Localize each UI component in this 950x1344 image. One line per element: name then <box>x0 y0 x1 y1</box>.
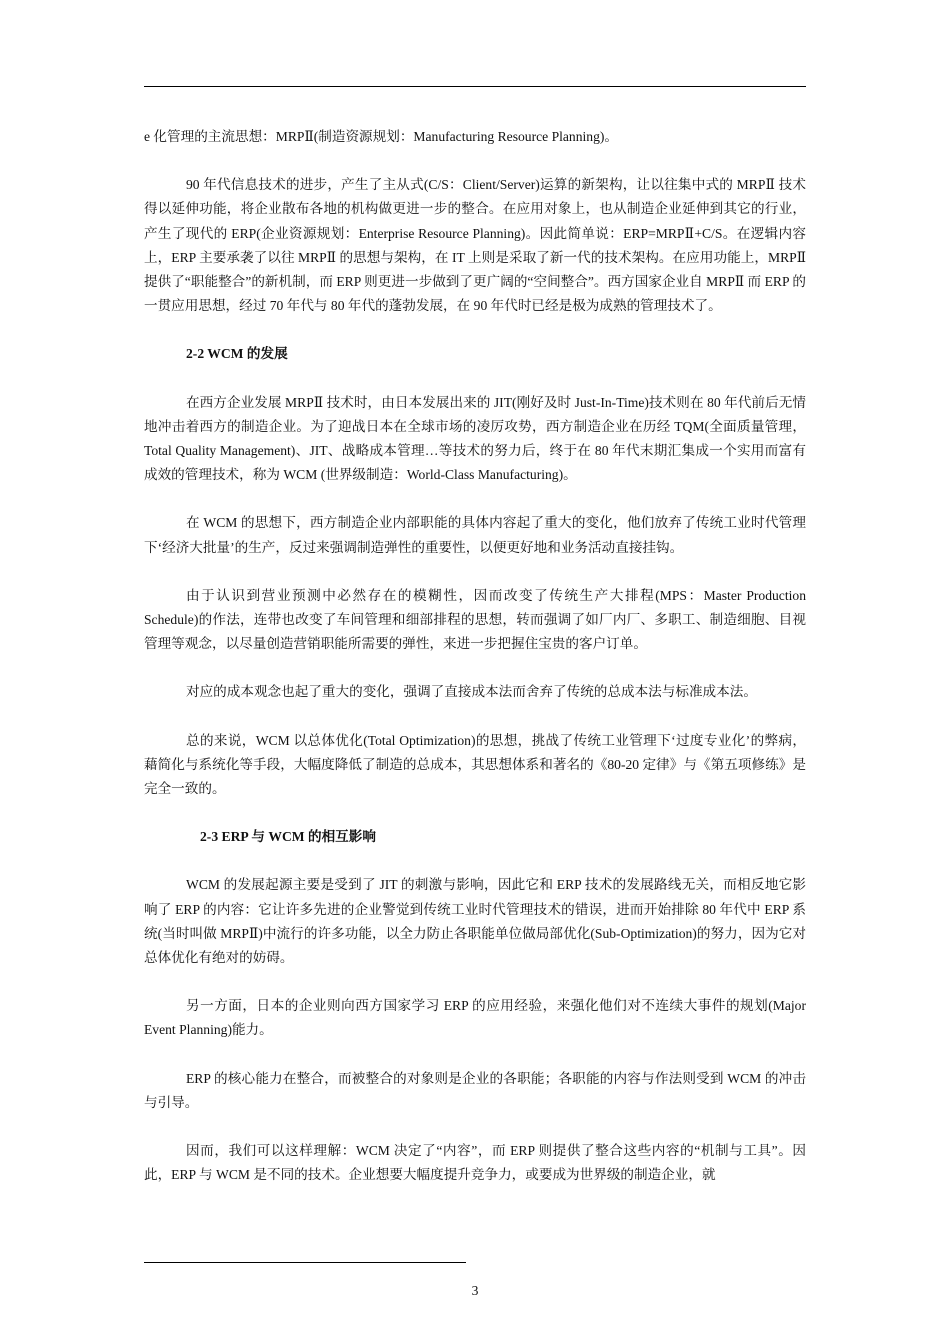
paragraph-cost-concept: 对应的成本观念也起了重大的变化，强调了直接成本法而舍弃了传统的总成本法与标准成本法。 <box>186 684 757 700</box>
paragraph-total-optimization: 总的来说，WCM 以总体优化(Total Optimization)的思想，挑战了传统工业管理下‘过度专业化’的弊病，藉简化与系统化等手段，大幅度降低了制造的总成本，其思想体系和著名的《80-20 定律》与《第五项修练》是完全一致的。 <box>144 732 806 797</box>
paragraph-wcm-origin: WCM 的发展起源主要是受到了 JIT 的刺激与影响，因此它和 ERP 技术的发展路线无关，而相反地它影响了 ERP 的内容：它让许多先进的企业警觉到传统工业时代管理技术的错误，进而开始排除 80 年代中 ERP 系统(当时叫做 MRPⅡ)中流行的许多功能，以全力防止各职能单位做局部优化(Sub-Optimization)的努力，因为它对总体优化有绝对的妨碍。 <box>144 877 806 966</box>
paragraph-conclusion: 因而，我们可以这样理解：WCM 决定了“内容”，而 ERP 则提供了整合这些内容的“机制与工具”。因此，ERP 与 WCM 是不同的技术。企业想要大幅度提升竞争力，或要成为世界级的制造企业，就 <box>144 1143 806 1183</box>
paragraph-japan-erp: 另一方面，日本的企业则向西方国家学习 ERP 的应用经验，来强化他们对不连续大事件的规划(Major Event Planning)能力。 <box>144 998 806 1038</box>
page-number: 3 <box>471 1283 479 1298</box>
paragraph-wcm-thinking: 在 WCM 的思想下，西方制造企业内部职能的具体内容起了重大的变化，他们放弃了传统工业时代管理下‘经济大批量’的生产，反过来强调制造弹性的重要性，以便更好地和业务活动直接挂钩。 <box>144 515 806 555</box>
paragraph-forecast-ambiguity: 由于认识到营业预测中必然存在的模糊性，因而改变了传统生产大排程(MPS：Master Production Schedule)的作法，连带也改变了车间管理和细部排程的思想，转而强调了如厂内厂、多职工、制造细胞、目视管理等观念，以尽量创造营销职能所需要的弹性，来进一步把握住宝贵的客户订单。 <box>144 587 806 652</box>
footnote-rule <box>144 1262 466 1263</box>
paragraph-mrp2-intro: e 化管理的主流思想：MRPⅡ(制造资源规划：Manufacturing Resource Planning)。 <box>144 129 619 144</box>
page-body <box>144 125 806 1188</box>
paragraph-erp-evolution: 90 年代信息技术的进步，产生了主从式(C/S：Client/Server)运算的新架构，让以往集中式的 MRPⅡ 技术得以延伸功能，将企业散布各地的机构做更进一步的整合。在应用对象上，也从制造企业延伸到其它的行业，产生了现代的 ERP(企业资源规划：Enterprise Resource Planning)。因此简单说：ERP=MRPⅡ+C/S。在逻辑内容上，ERP 主要承袭了以往 MRPⅡ 的思想与架构，在 IT 上则是采取了新一代的技术架构。在应用功能上，MRPⅡ 提供了“职能整合”的新机制，而 ERP 则更进一步做到了更广阔的“空间整合”。西方国家企业自 MRPⅡ 而 ERP 的一贯应用思想，经过 70 年代与 80 年代的蓬勃发展，在 90 年代时已经是极为成熟的管理技术了。 <box>144 177 806 314</box>
section-heading-erp-wcm-interaction: 2-3 ERP 与 WCM 的相互影响 <box>200 829 376 845</box>
header-rule <box>144 86 806 87</box>
paragraph-erp-core: ERP 的核心能力在整合，而被整合的对象则是企业的各职能；各职能的内容与作法则受到 WCM 的冲击与引导。 <box>144 1070 806 1110</box>
paragraph-jit-impact: 在西方企业发展 MRPⅡ 技术时，由日本发展出来的 JIT(刚好及时 Just-In-Time)技术则在 80 年代前后无情地冲击着西方的制造企业。为了迎战日本在全球市场的凌厉攻势，西方制造企业在历经 TQM(全面质量管理，Total Quality Management)、JIT、战略成本管理…等技术的努力后，终于在 80 年代末期汇集成一个实用而富有成效的管理技术，称为 WCM (世界级制造：World-Class Manufacturing)。 <box>144 394 806 483</box>
section-heading-wcm-development: 2-2 WCM 的发展 <box>186 346 288 362</box>
